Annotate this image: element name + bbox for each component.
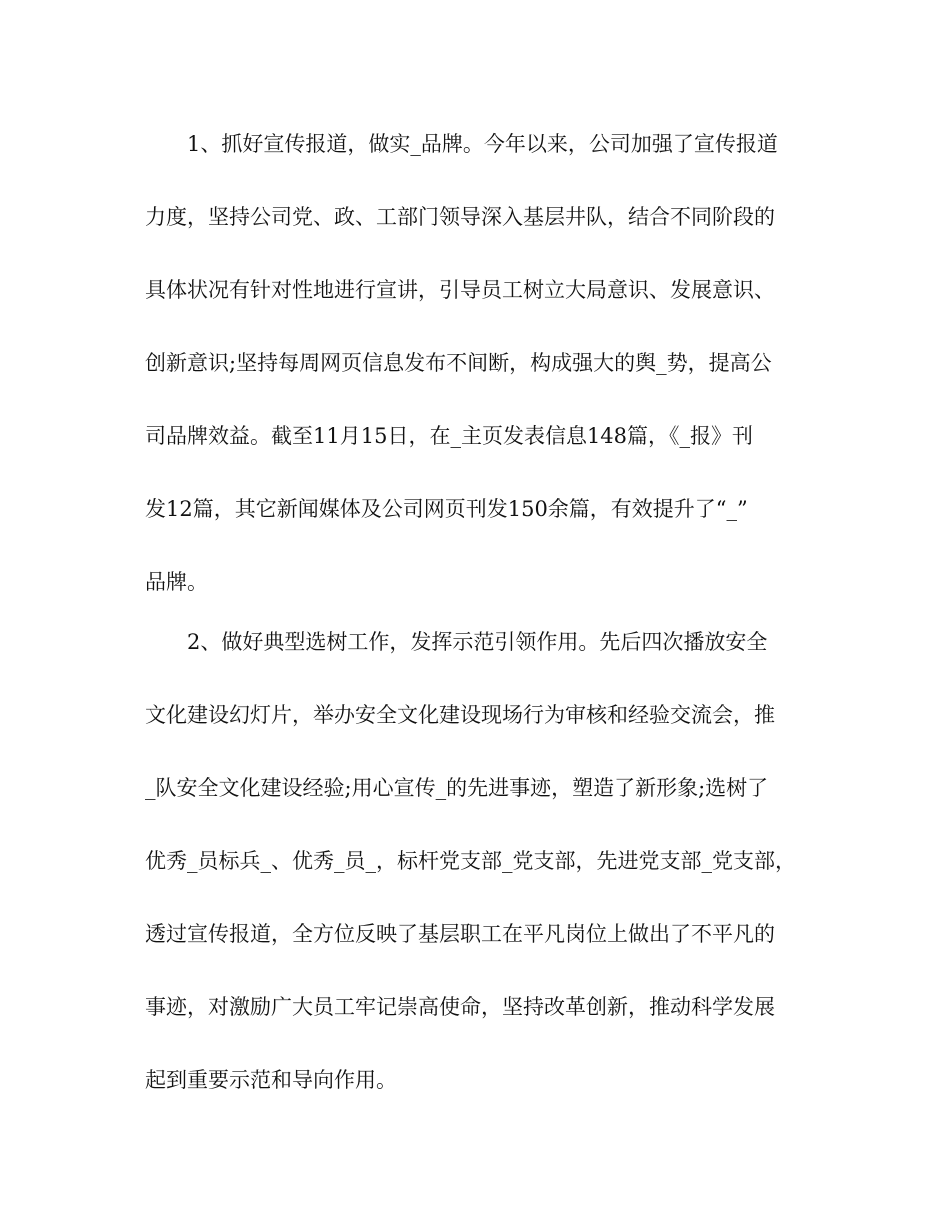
paragraph-1-line-2: 力度，坚持公司党、政、工部门领导深入基层井队，结合不同阶段的 [145,205,775,229]
paragraph-2-line-3: _队安全文化建设经验;用心宣传_的先进事迹，塑造了新形象;选树了 [145,776,769,800]
paragraph-2-line-1: 2、做好典型选树工作，发挥示范引领作用。先后四次播放安全 [187,630,768,654]
paragraph-1-line-1: 1、抓好宣传报道，做实_品牌。今年以来，公司加强了宣传报道 [187,132,778,156]
paragraph-1-line-6: 发12篇，其它新闻媒体及公司网页刊发150余篇，有效提升了“_” [145,497,748,521]
paragraph-2-line-5: 透过宣传报道，全方位反映了基层职工在平凡岗位上做出了不平凡的 [145,922,775,946]
paragraph-1-line-7: 品牌。 [145,570,208,594]
paragraph-1-line-4: 创新意识;坚持每周网页信息发布不间断，构成强大的舆_势，提高公 [145,351,772,375]
paragraph-1-line-3: 具体状况有针对性地进行宣讲，引导员工树立大局意识、发展意识、 [145,278,775,302]
paragraph-1-line-5: 司品牌效益。截至11月15日，在_主页发表信息148篇，《_报》刊 [145,424,754,448]
paragraph-2-line-4: 优秀_员标兵_、优秀_员_，标杆党支部_党支部，先进党支部_党支部， [145,849,796,873]
paragraph-2-line-2: 文化建设幻灯片，举办安全文化建设现场行为审核和经验交流会，推 [145,703,775,727]
paragraph-2-line-6: 事迹，对激励广大员工牢记崇高使命，坚持改革创新，推动科学发展 [145,995,775,1019]
paragraph-2-line-7: 起到重要示范和导向作用。 [145,1068,397,1092]
